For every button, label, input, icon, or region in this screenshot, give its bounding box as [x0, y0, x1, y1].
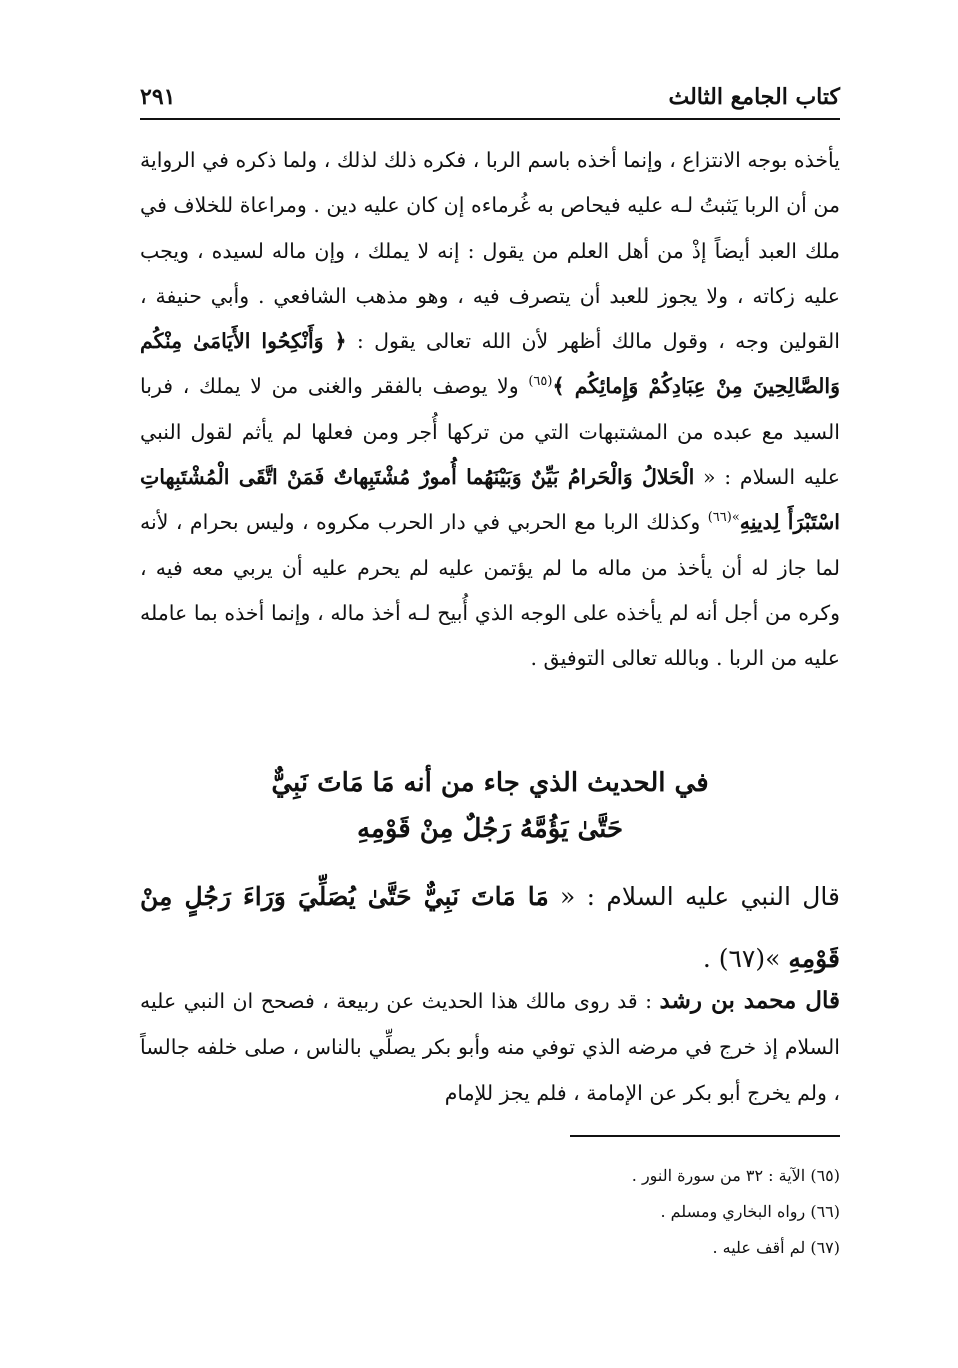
hadith-quote: الْحَلالُ وَالْحَرامُ بَيِّنٌ وَبَيْنَهُما أُمورٌ مُشْتَبِهاتٌ فَمَنْ اتَّقَى الْمُشْتَبِهاتِ اسْتَبْرَأَ لِدينِهِ: [140, 465, 841, 535]
chapter-heading-line-1: في الحديث الذي جاء من أنه مَا مَاتَ نَبِيٌّ: [271, 768, 709, 798]
footnote-ref-67: »(٦٧) .: [702, 944, 789, 973]
footnote-divider: [570, 1135, 840, 1137]
hadith-intro: قال النبي عليه السلام : «: [548, 882, 840, 911]
footnote-66: (٦٦) رواه البخاري ومسلم .: [660, 1202, 840, 1221]
footnote-ref-66: »(٦٦): [707, 510, 740, 526]
paragraph-text-2: ولا يوصف بالفقر والغنى من لا يملك ، فربا السيد مع عبده من المشتبهات التي من تركها أُجر ومن فعلها لم يأثم لقول النبي عليه السلام : «: [140, 374, 840, 490]
footnote-67: (٦٧) لم أقف عليه .: [712, 1238, 840, 1257]
running-header: [140, 78, 840, 120]
paragraph-text-1: يأخذه بوجه الانتزاع ، وإنما أخذه باسم الربا ، فكره ذلك لذلك ، ولما ذكره في الرواية من أن الربا يَثبتُ لـه عليه فيحاص به غُرماءه إن كان عليه دين . ومراعاة للخلاف في ملك العبد أيضاً إذْ من أهل العلم من يقول : إنه لا يملك ، وإن ماله لسيده ، ويجب عليه زكاته ، ولا يجوز للعبد أن يتصرف فيه ، وهو مذهب الشافعي . وأبي حنيفة ، القولين وجه ، وقول مالك أظهر لأن الله تعالى يقول :: [140, 148, 840, 354]
page-number: ٢٩١: [140, 84, 176, 110]
commentary-paragraph: [140, 978, 840, 1116]
hadith-matn: مَا مَاتَ نَبِيٌّ حَتَّىٰ يُصَلِّيَ وَرَاءَ رَجُلٍ مِنْ قَوْمِهِ: [140, 882, 840, 973]
chapter-heading: [140, 760, 840, 852]
footnote-65: (٦٥) الآية : ٣٢ من سورة النور .: [631, 1166, 840, 1185]
main-paragraph: [140, 138, 840, 682]
running-title: كتاب الجامع الثالث: [668, 84, 840, 110]
commentary-text: : قد روى مالك هذا الحديث عن ربيعة ، فصحح ان النبي عليه السلام إذ خرج في مرضه الذي توفي منه وأبو بكر يصلِّي بالناس ، صلى خلفه جالساً ، ولم يخرج أبو بكر عن الإمامة ، فلم يجز للإمام: [140, 989, 840, 1105]
footnotes: [140, 1158, 840, 1266]
footnote-ref-65: (٦٥): [528, 374, 553, 390]
quran-verse: ﴿ وَأَنْكِحُوا الأَيَامَىٰ مِنْكُم وَالصَّالِحِينَ مِنْ عِبَادِكُمْ وَإِمائِكُم ﴾: [140, 329, 840, 399]
chapter-heading-line-2: حَتَّىٰ يَؤُمَّهُ رَجُلٌ مِنْ قَوْمِهِ: [356, 814, 624, 844]
hadith-block: [140, 866, 840, 990]
paragraph-text-3: وكذلك الربا مع الحربي في دار الحرب مكروه ، وليس بحرام ، لأنه لما جاز له أن يأخذ من ماله ما لم يؤتمن عليه لم يحرم عليه أن يربي معه فيه ، وكره من أجل أنه لم يأخذه على الوجه الذي أُبيح لـه أخذ ماله ، وإنما أخذه بما عامله عليه من الربا . وبالله تعالى التوفيق .: [140, 510, 840, 671]
commentary-lead: قال محمد بن رشد: [659, 987, 840, 1014]
